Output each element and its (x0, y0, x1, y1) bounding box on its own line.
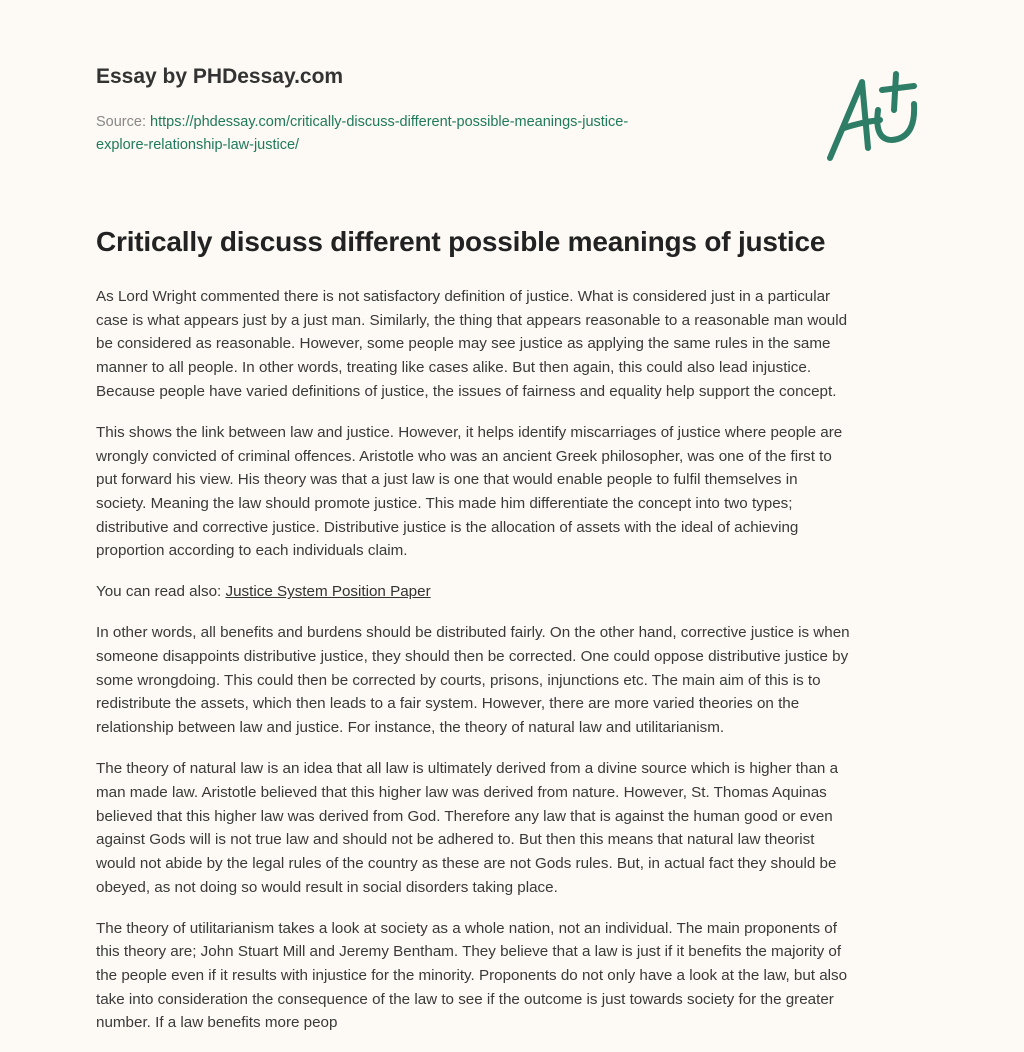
text-line: take into consideration the consequence of the law to see if the outcome is just towards society for the greater (96, 990, 834, 1008)
text-line: someone disappoints distributive justice, they should then be corrected. One could oppose distributive justice by (96, 648, 849, 666)
read-also (96, 580, 936, 604)
text-line: would not abide by the legal rules of the country as these are not Gods rules. But, in actual fact they should be (96, 854, 837, 872)
text-line: obeyed, as not doing so would result in social disorders taking place. (96, 878, 558, 896)
text-line: As Lord Wright commented there is not satisfactory definition of justice. What is considered just in a particular (96, 288, 831, 305)
text-line: believed that this higher law was derived from God. Therefore any law that is against the human good or even (96, 807, 833, 825)
text-line: some wrongdoing. This could then be corrected by courts, prisons, injunctions etc. The main aim of this is to (96, 671, 821, 689)
text-line: This shows the link between law and justice. However, it helps identify miscarriages of justice where people are (96, 423, 843, 441)
source-label: Source: (96, 114, 146, 130)
text-line: case is what appears just by a just man. Similarly, the thing that appears reasonable to a reasonable man would (96, 311, 848, 329)
text-line: be considered as reasonable. However, some people may see justice as applying the same rules in the same (96, 335, 831, 353)
text-line: In other words, all benefits and burdens should be distributed fairly. On the other hand, corrective justice is when (96, 624, 850, 642)
paragraph (96, 757, 936, 899)
text-line: society. Meaning the law should promote justice. This made him differentiate the concept into two types; (96, 494, 793, 512)
article-body (96, 285, 936, 1052)
text-line: the people even if it results with injustice for the minority. Proponents do not only have a look at the law, but also (96, 967, 848, 985)
source-citation (96, 111, 628, 157)
text-line: this theory are; John Stuart Mill and Jeremy Bentham. They believe that a law is just if it benefits the majority of (96, 943, 842, 961)
article-title: Critically discuss different possible meanings of justice (96, 226, 826, 257)
text-line: number. If a law benefits more peop (96, 1014, 338, 1032)
read-also-link[interactable]: Justice System Position Paper (225, 583, 431, 601)
paragraph (96, 285, 936, 404)
text-line: The theory of natural law is an idea that all law is ultimately derived from a divine source which is higher than a (96, 760, 839, 778)
text-line: Because people have varied definitions of justice, the issues of fairness and equality help support the concept. (96, 382, 837, 400)
text-line: proportion according to each individuals claim. (96, 542, 408, 560)
text-line: redistribute the assets, which then leads to a fair system. However, there are more varied theories on the (96, 695, 800, 713)
text-line: wrongly convicted of criminal offences. Aristotle who was an ancient Greek philosopher, was one of the first to (96, 447, 832, 465)
text-line: relationship between law and justice. For instance, the theory of natural law and utilitarianism. (96, 719, 725, 737)
paragraph (96, 917, 936, 1036)
paragraph (96, 621, 936, 740)
text-line: against Gods will is not true law and should not be adhered to. But then this means that natural law theorist (96, 831, 815, 849)
text-line: put forward his view. His theory was that a just law is one that would enable people to fulfil themselves in (96, 471, 798, 489)
text-line: manner to all people. In other words, treating like cases alike. But then again, this could also lead injustice. (96, 359, 812, 377)
text-line: man made law. Aristotle believed that this higher law was derived from nature. However, St. Thomas Aquinas (96, 783, 827, 801)
read-also-label: You can read also: (96, 583, 222, 601)
site-title: Essay by PHDessay.com (96, 65, 344, 88)
text-line: The theory of utilitarianism takes a look at society as a whole nation, not an individual. The main proponents of (96, 919, 837, 937)
paragraph (96, 421, 936, 563)
text-line: distributive and corrective justice. Distributive justice is the allocation of assets with the ideal of achieving (96, 518, 799, 536)
a-plus-logo (822, 70, 928, 164)
source-link[interactable]: https://phdessay.com/critically-discuss-different-possible-meanings-justice- explore-relationship-law-justice/ (96, 114, 629, 153)
